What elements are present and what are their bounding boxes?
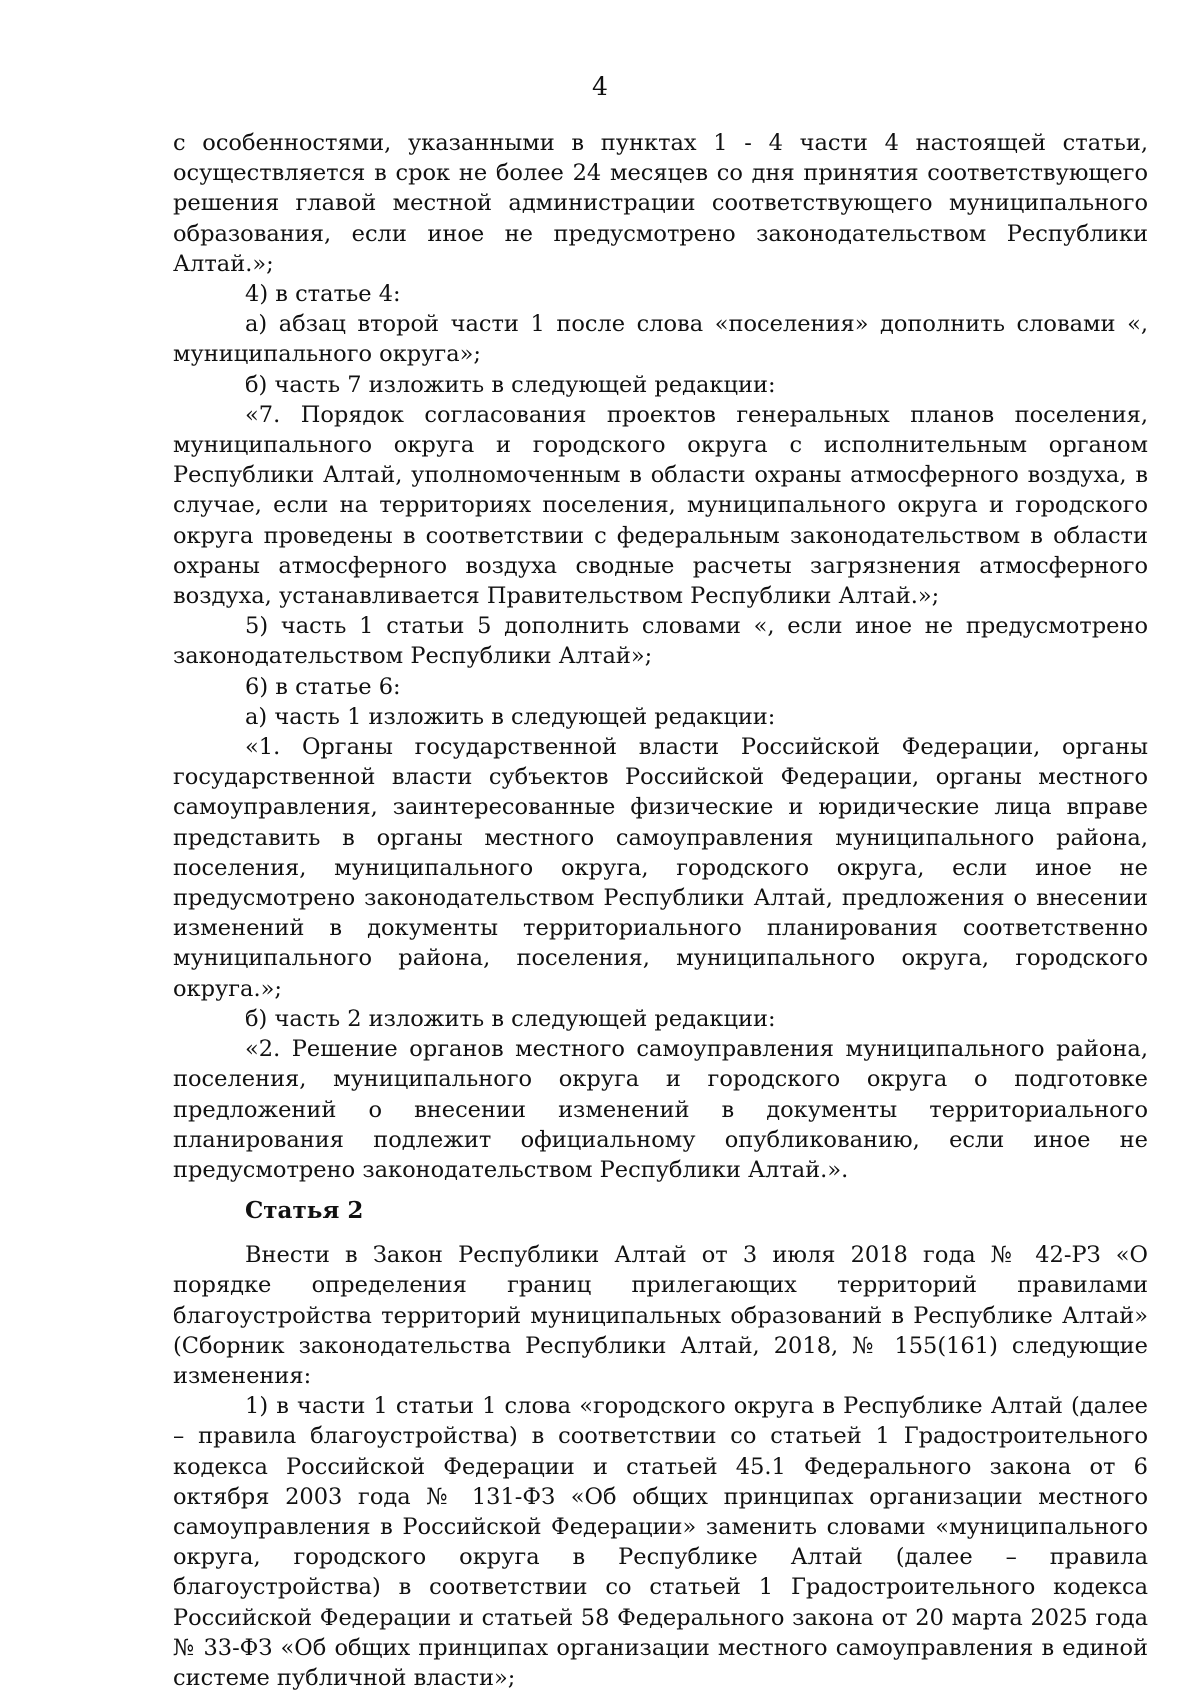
paragraph-quote-1: «1. Органы государственной власти Российской Федерации, органы государственной власти субъектов Российской Федерации, органы местного самоуправления, заинтересованные физические и юридические лица вправе представить в органы местного самоуправления муниципального района, поселения, муниципального округа, городского округа, если иное не предусмотрено законодательством Республики Алтай, предложения о внесении изменений в документы территориального планирования соответственно муниципального района, поселения, муниципального округа, городского округа.»; [173,734,1148,1002]
paragraph-item-4b: б) часть 7 изложить в следующей редакции: [245,371,776,398]
paragraph-quote-7: «7. Порядок согласования проектов генеральных планов поселения, муниципального округа и городского округа с исполнительным органом Республики Алтай, уполномоченным в области охраны атмосферного воздуха, в случае, если на территориях поселения, муниципального округа и городского округа проведены в соответствии с федеральным законодательством в области охраны атмосферного воздуха сводные расчеты загрязнения атмосферного воздуха, устанавливается Правительством Республики Алтай.»; [173,401,1148,610]
page-number: 4 [592,72,608,101]
document-body [173,128,1148,1693]
paragraph-article-2-intro: Внести в Закон Республики Алтай от 3 июля 2018 года № 42-РЗ «О порядке определения границ прилегающих территорий правилами благоустройства территорий муниципальных образований в Республике Алтай» (Сборник законодательства Республики Алтай, 2018, № 155(161) следующие изменения: [173,1242,1148,1389]
paragraph-item-4a: а) абзац второй части 1 после слова «поселения» дополнить словами «, муниципального округа»; [173,311,1148,368]
paragraph-quote-2: «2. Решение органов местного самоуправления муниципального района, поселения, муниципального округа и городского округа о подготовке предложений о внесении изменений в документы территориального планирования подлежит официальному опубликованию, если иное не предусмотрено законодательством Республики Алтай.». [173,1036,1148,1183]
paragraph-item-5: 5) часть 1 статьи 5 дополнить словами «, если иное не предусмотрено законодательством Республики Алтай»; [173,613,1148,670]
paragraph-continuation: с особенностями, указанными в пунктах 1 - 4 части 4 настоящей статьи, осуществляется в срок не более 24 месяцев со дня принятия соответствующего решения главой местной администрации соответствующего муниципального образования, если иное не предусмотрено законодательством Республики Алтай.»; [173,130,1148,277]
paragraph-item-6b: б) часть 2 изложить в следующей редакции: [245,1005,776,1032]
paragraph-article-2-item-1: 1) в части 1 статьи 1 слова «городского округа в Республике Алтай (далее – правила благоустройства) в соответствии со статьей 1 Градостроительного кодекса Российской Федерации и статьей 45.1 Федерального закона от 6 октября 2003 года № 131-ФЗ «Об общих принципах организации местного самоуправления в Российской Федерации» заменить словами «муниципального округа, городского округа в Республике Алтай (далее – правила благоустройства) в соответствии со статьей 1 Градостроительного кодекса Российской Федерации и статьей 58 Федерального закона от 20 марта 2025 года № 33-ФЗ «Об общих принципах организации местного самоуправления в единой системе публичной власти»; [173,1393,1148,1691]
paragraph-item-6a: а) часть 1 изложить в следующей редакции: [245,703,776,730]
article-heading: Статья 2 [245,1197,364,1225]
paragraph-item-4: 4) в статье 4: [245,281,401,308]
paragraph-item-6: 6) в статье 6: [245,673,401,700]
